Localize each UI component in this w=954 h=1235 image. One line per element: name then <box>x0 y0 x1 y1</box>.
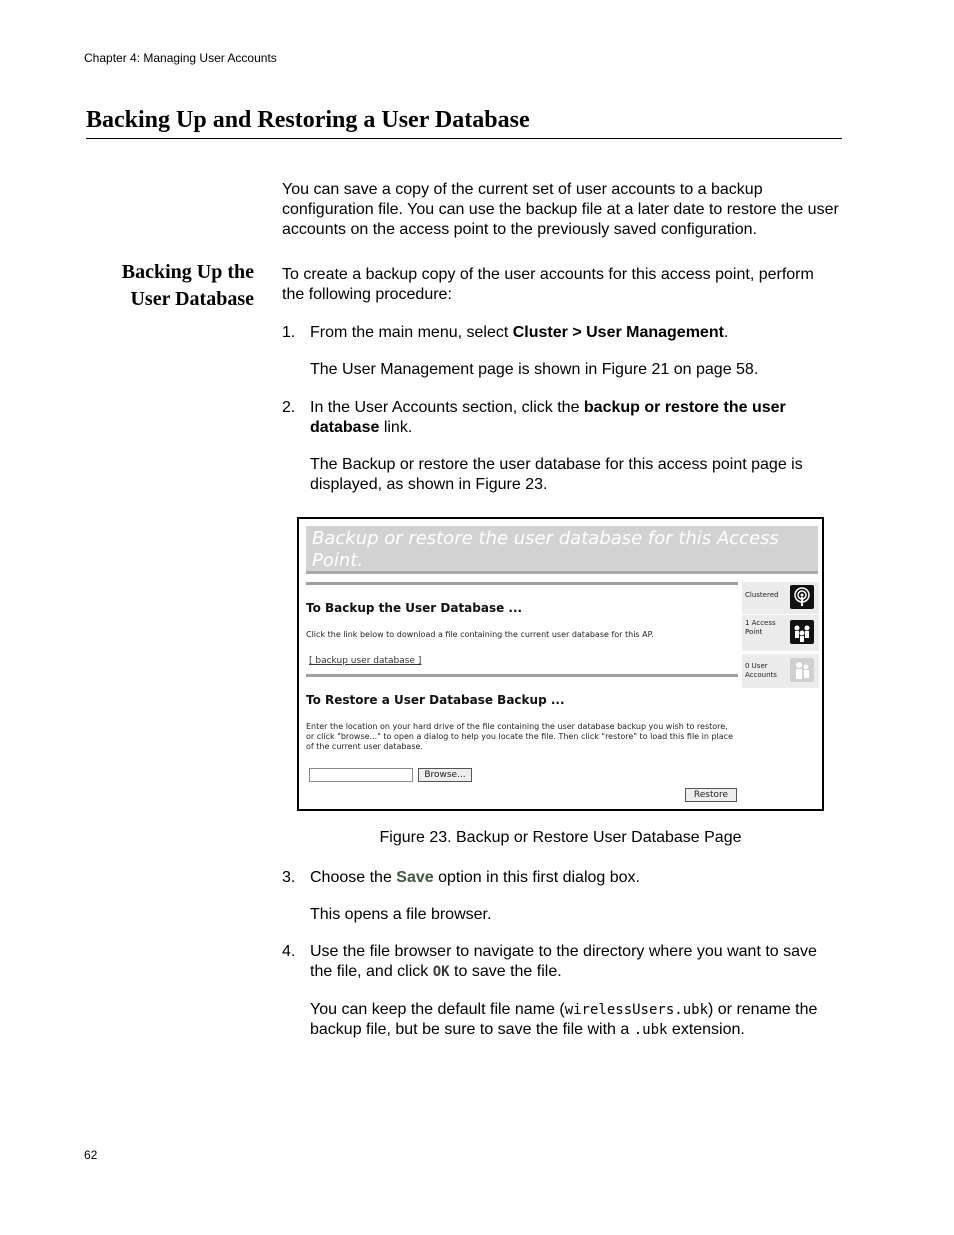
backup-heading: To Backup the User Database ... <box>306 601 523 615</box>
user-accounts-icon <box>790 658 814 682</box>
cluster-icon <box>790 585 814 609</box>
divider <box>306 582 738 585</box>
status-label: 1 Access Point <box>745 619 776 636</box>
access-point-icon <box>790 620 814 644</box>
backup-user-database-link[interactable]: [ backup user database ] <box>309 656 422 666</box>
step-2-note: The Backup or restore the user database for this access point page is displayed, as shown in Figure 23. <box>310 456 803 493</box>
divider <box>306 674 738 677</box>
window-title: Backup or restore the user database for this Access Point. <box>306 526 818 574</box>
step-4-note: You can keep the default file name (wirelessUsers.ubk) or rename the backup file, but be sure to save the file with a .ubk extension. <box>310 1001 818 1038</box>
section-heading-line1: Backing Up the <box>121 261 254 283</box>
restore-heading: To Restore a User Database Backup ... <box>306 693 565 707</box>
status-access-points <box>742 615 819 651</box>
page-number: 62 <box>84 1148 98 1162</box>
status-clustered <box>742 582 819 614</box>
figure-caption: Figure 23. Backup or Restore User Database Page <box>379 829 742 846</box>
section-heading <box>84 259 254 313</box>
step-1-note: The User Management page is shown in Figure 21 on page 58. <box>310 361 759 378</box>
step-number: 4. <box>282 943 296 960</box>
page-title: Backing Up and Restoring a User Database <box>86 107 842 139</box>
step-3-text: Choose the Save option in this first dialog box. <box>310 869 640 886</box>
intro-paragraph: You can save a copy of the current set of user accounts to a backup configuration file. You can use the backup file at a later date to restore the user accounts on the access point to the previously saved configuration. <box>282 181 839 238</box>
browse-button[interactable]: Browse... <box>418 768 472 782</box>
section-heading-line2: User Database <box>130 288 254 310</box>
running-head: Chapter 4: Managing User Accounts <box>84 51 277 65</box>
step-2-text: In the User Accounts section, click the backup or restore the user database link. <box>310 399 786 436</box>
restore-button[interactable]: Restore <box>685 788 737 802</box>
step-number: 3. <box>282 869 296 886</box>
step-number: 2. <box>282 399 296 416</box>
step-4-text: Use the file browser to navigate to the directory where you want to save the file, and click OK to save the file. <box>310 943 817 980</box>
step-3-note: This opens a file browser. <box>310 906 492 923</box>
file-path-input[interactable] <box>309 768 413 782</box>
status-label: 0 User Accounts <box>745 662 777 679</box>
step-1-text: From the main menu, select Cluster > User Management. <box>310 324 729 341</box>
restore-description: Enter the location on your hard drive of the file containing the user database backup you wish to restore, or click "browse..." to open a dialog to help you locate the file. Then click "restore" to load this file in place of the current user database. <box>306 722 733 751</box>
status-user-accounts <box>742 654 819 688</box>
section-lead: To create a backup copy of the user accounts for this access point, perform the following procedure: <box>282 266 814 303</box>
figure-screenshot <box>297 517 824 811</box>
status-label: Clustered <box>745 591 779 599</box>
step-number: 1. <box>282 324 296 341</box>
backup-description: Click the link below to download a file containing the current user database for this AP. <box>306 630 654 639</box>
